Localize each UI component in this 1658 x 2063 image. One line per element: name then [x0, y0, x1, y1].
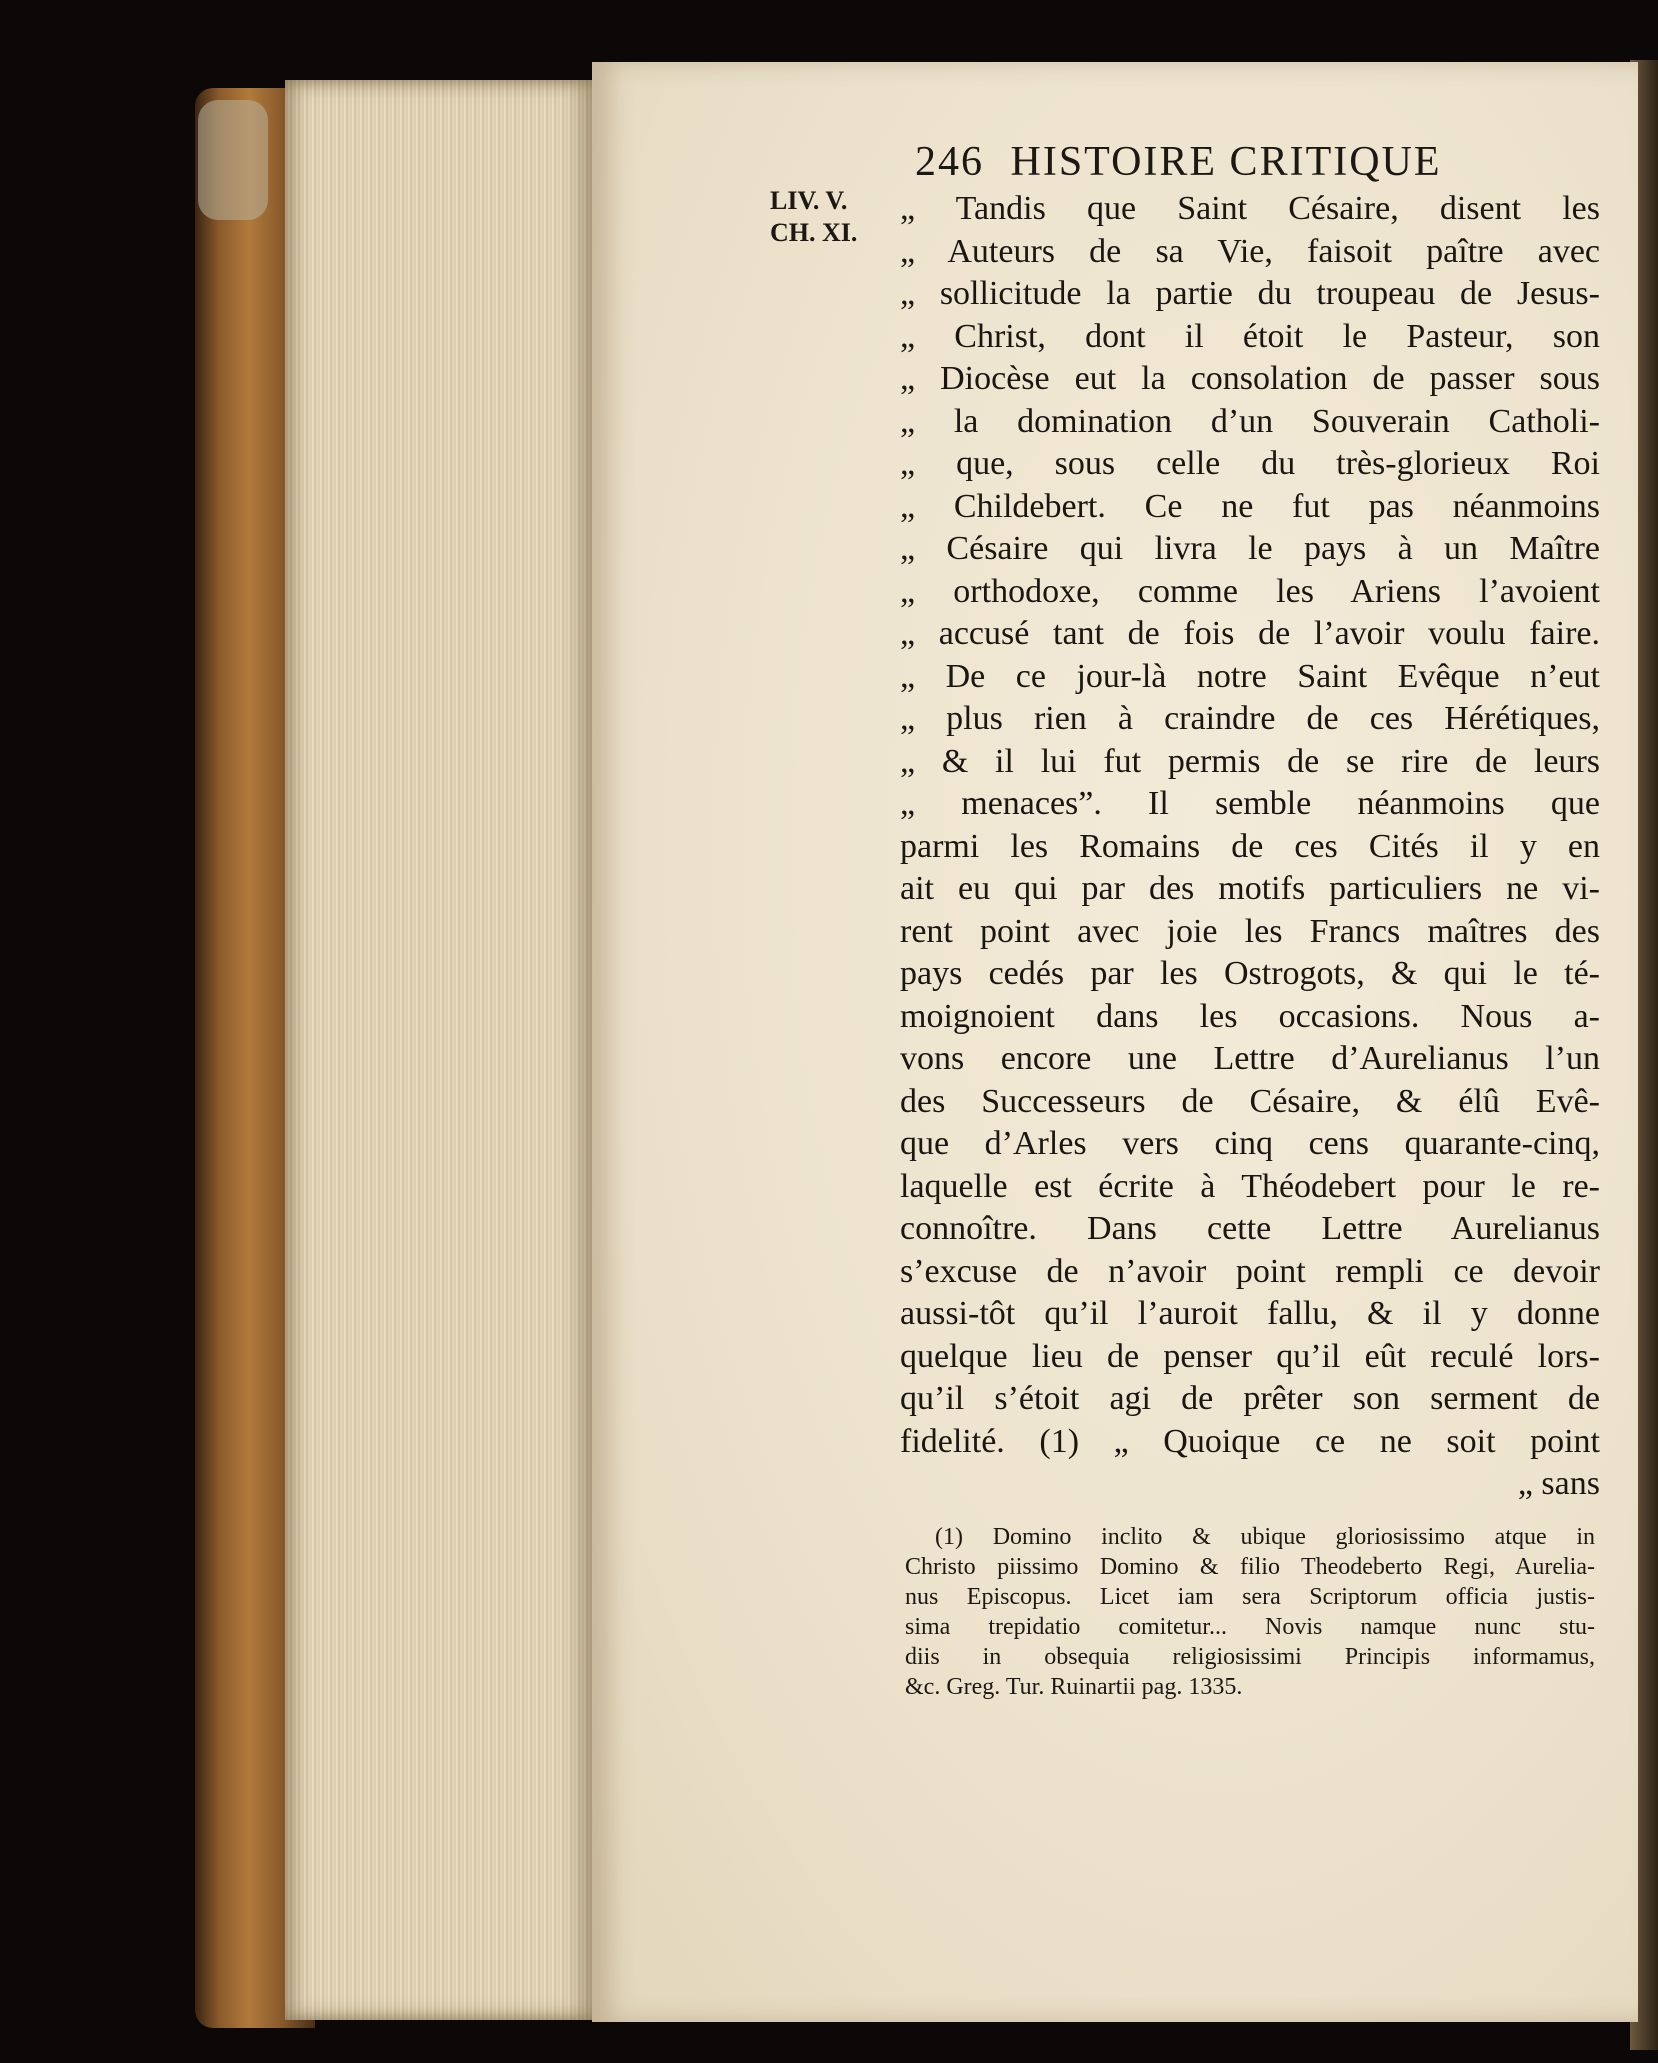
body-line: ait eu qui par des motifs particuliers ne vi-: [900, 870, 1600, 907]
body-line: vons encore une Lettre d’Aurelianus l’un: [900, 1040, 1600, 1077]
body-line: „ Auteurs de sa Vie, faisoit paître avec: [900, 232, 1600, 270]
body-line: „ orthodoxe, comme les Ariens l’avoient: [900, 572, 1600, 610]
body-line: fidelité. (1) „ Quoique ce ne soit point: [900, 1422, 1600, 1460]
footnote-line: nus Episcopus. Licet iam sera Scriptorum officia justis-: [905, 1584, 1595, 1610]
footnote-line: Christo piissimo Domino & filio Theodeberto Regi, Aurelia-: [905, 1554, 1595, 1580]
catchword: „ sans: [1517, 1465, 1600, 1502]
body-line: „ De ce jour-là notre Saint Evêque n’eut: [900, 657, 1600, 695]
footnote-line: sima trepidatio comitetur... Novis namque nunc stu-: [905, 1614, 1595, 1640]
body-line: quelque lieu de penser qu’il eût reculé lors-: [900, 1337, 1600, 1375]
footnote-line: &c. Greg. Tur. Ruinartii pag. 1335.: [905, 1674, 1243, 1700]
body-line: connoître. Dans cette Lettre Aurelianus: [900, 1210, 1600, 1247]
body-line: pays cedés par les Ostrogots, & qui le té-: [900, 955, 1600, 992]
body-line: des Successeurs de Césaire, & élû Evê-: [900, 1082, 1600, 1120]
body-line: s’excuse de n’avoir point rempli ce devoir: [900, 1252, 1600, 1290]
body-line: „ la domination d’un Souverain Catholi-: [900, 402, 1600, 440]
body-line: moignoient dans les occasions. Nous a-: [900, 997, 1600, 1035]
body-line: „ Christ, dont il étoit le Pasteur, son: [900, 317, 1600, 355]
cover-damage: [198, 100, 268, 220]
body-line: „ plus rien à craindre de ces Hérétiques,: [900, 700, 1600, 737]
margin-note: [770, 185, 880, 249]
footnote-line: (1) Domino inclito & ubique gloriosissimo atque in: [935, 1524, 1595, 1550]
body-line: „ Childebert. Ce ne fut pas néanmoins: [900, 487, 1600, 525]
footnote: [905, 1522, 1595, 1702]
body-line: „ Césaire qui livra le pays à un Maître: [900, 530, 1600, 567]
body-line: „ sollicitude la partie du troupeau de Jesus-: [900, 275, 1600, 312]
page-number: 246: [915, 139, 984, 185]
margin-note-chapter: CH. XI.: [770, 218, 858, 247]
body-line: „ & il lui fut permis de se rire de leurs: [900, 742, 1600, 780]
body-line: „ Tandis que Saint Césaire, disent les: [900, 190, 1600, 227]
margin-note-book: LIV. V.: [770, 186, 848, 215]
body-line: que d’Arles vers cinq cens quarante-cinq,: [900, 1125, 1600, 1162]
body-line: „ menaces”. Il semble néanmoins que: [900, 785, 1600, 822]
page-block-edge: [285, 80, 595, 2020]
running-header: [915, 138, 1635, 188]
body-text: [900, 188, 1600, 1506]
body-line: parmi les Romains de ces Cités il y en: [900, 827, 1600, 865]
body-line: aussi-tôt qu’il l’auroit fallu, & il y donne: [900, 1295, 1600, 1332]
body-line: qu’il s’étoit agi de prêter son serment de: [900, 1380, 1600, 1417]
body-line: „ Diocèse eut la consolation de passer sous: [900, 360, 1600, 397]
body-line: laquelle est écrite à Théodebert pour le re-: [900, 1167, 1600, 1205]
body-line: rent point avec joie les Francs maîtres des: [900, 912, 1600, 950]
footnote-line: diis in obsequia religiosissimi Principis informamus,: [905, 1644, 1595, 1670]
running-head-title: HISTOIRE CRITIQUE: [1010, 139, 1442, 185]
body-line: „ que, sous celle du très-glorieux Roi: [900, 445, 1600, 482]
body-line: „ accusé tant de fois de l’avoir voulu faire.: [900, 615, 1600, 652]
